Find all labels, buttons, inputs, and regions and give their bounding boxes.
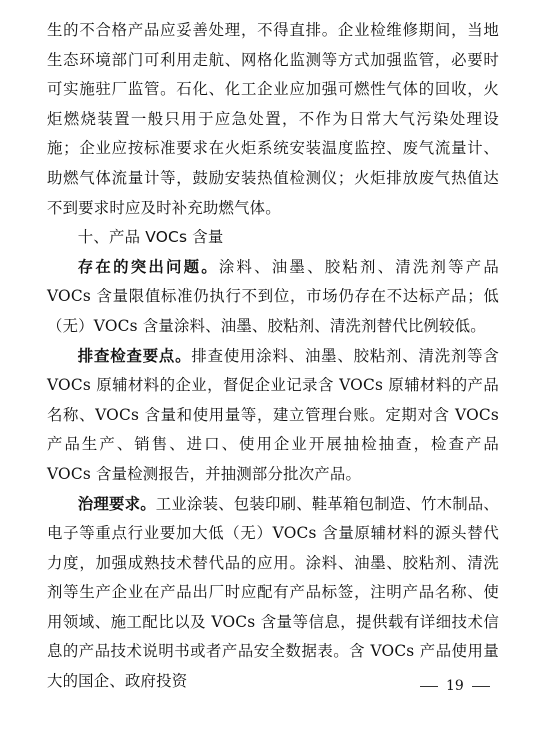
paragraph-lead-governance: 治理要求。 (77, 494, 156, 513)
paragraph-flare-requirements: 生的不合格产品应妥善处理，不得直排。企业检维修期间，当地生态环境部门可利用走航、网格化监测等方式加强监管，必要时可实施驻厂监管。石化、化工企业应加强可燃性气体的回收，火炬燃烧装置一般只用于应急处置，不作为日常大气污染处理设施；企业应按标准要求在火炬系统安装温度监控、废气流量计、助燃气体流量计等，鼓励安装热值检测仪；火炬排放废气热值达不到要求时应及时补充助燃气体。 (47, 21, 499, 217)
paragraph-outstanding-problems (47, 253, 499, 342)
paragraph-inspection-points (47, 342, 499, 490)
footer-dash-right (472, 686, 490, 687)
paragraph-lead-problems: 存在的突出问题。 (77, 257, 219, 276)
paragraph-governance-requirements (47, 490, 499, 697)
page-number: 19 (446, 678, 464, 694)
footer-dash-left (420, 686, 438, 687)
page-footer (420, 676, 500, 696)
paragraph-body-inspection: 排查使用涂料、油墨、胶粘剂、清洗剂等含 VOCs 原辅材料的企业，督促企业记录含 VOCs 原辅材料的产品名称、VOCs 含量和使用量等，建立管理台账。定期对含 VOCs 产品生产、销售、进口、使用企业开展抽检抽查，检查产品 VOCs 含量检测报告，并抽测部分批次产品。 (47, 346, 499, 483)
paragraph-lead-inspection: 排查检查要点。 (77, 346, 192, 365)
document-body (47, 16, 499, 697)
section-heading-product-vocs: 十、产品 VOCs 含量 (77, 228, 224, 247)
paragraph-body-problems: 涂料、油墨、胶粘剂、清洗剂等产品 VOCs 含量限值标准仍执行不到位，市场仍存在不达标产品；低（无）VOCs 含量涂料、油墨、胶粘剂、清洗剂替代比例较低。 (47, 257, 500, 335)
paragraph-body-governance: 工业涂装、包装印刷、鞋革箱包制造、竹木制品、电子等重点行业要加大低（无）VOCs 含量原辅材料的源头替代力度，加强成熟技术替代品的应用。涂料、油墨、胶粘剂、清洗剂等生产企业在产品出厂时应配有产品标签，注明产品名称、使用领域、施工配比以及 VOCs 含量等信息，提供载有详细技术信息的产品技术说明书或者产品安全数据表。含 VOCs 产品使用量大的国企、政府投资 (47, 494, 499, 691)
